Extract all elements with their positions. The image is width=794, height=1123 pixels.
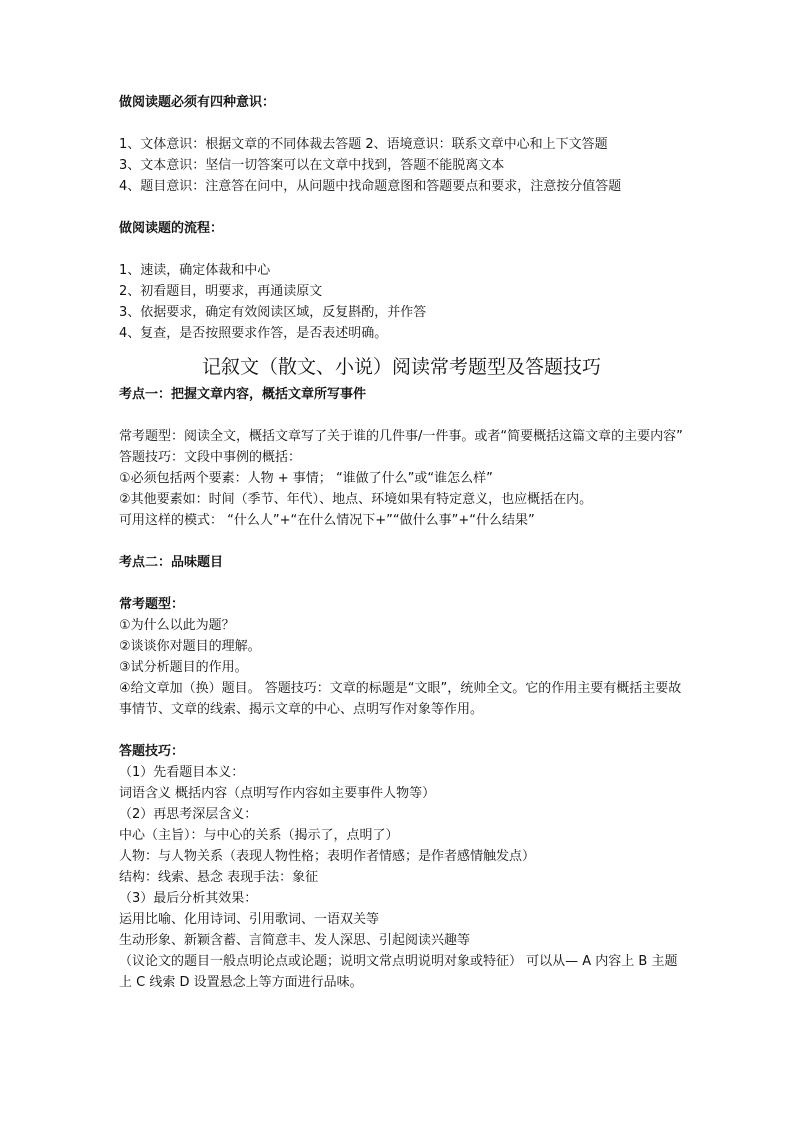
list-item: 4、复查，是否按照要求作答，是否表述明确。 [119,326,388,341]
list-item: （1）先看题目本义： [119,765,245,780]
question-types-heading: 常考题型： [119,597,185,612]
list-item: 4、题目意识：注意答在问中，从问题中找命题意图和答题要点和要求，注意按分值答题 [119,179,622,194]
page-title: 记叙文（散文、小说）阅读常考题型及答题技巧 [201,356,601,378]
list-item: 可用这样的模式： “什么人”+“在什么情况下+”“做什么事”+“什么结果” [119,513,535,528]
list-item: 1、文体意识：根据文章的不同体裁去答题 2、语境意识：联系文章中心和上下文答题 [119,137,608,152]
list-item: 3、文本意识：坚信一切答案可以在文章中找到，答题不能脱离文本 [119,158,505,173]
point2-heading: 考点二：品味题目 [119,555,224,570]
spacer [119,113,684,134]
list-item: 1、速读，确定体裁和中心 [119,263,271,278]
list-item: 中心（主旨）：与中心的关系（揭示了，点明了） [119,828,399,843]
list-item: ①为什么以此为题？ [119,618,235,633]
spacer [119,239,684,260]
list-item: 结构：线索、悬念 表现手法：象征 [119,870,319,885]
spacer [119,531,684,552]
spacer [119,573,684,594]
spacer [119,720,684,741]
list-item: （2）再思考深层含义： [119,807,258,822]
list-item: 3、依据要求，确定有效阅读区域，反复斟酌，并作答 [119,305,427,320]
section-heading-four-awareness: 做阅读题必须有四种意识： [119,95,276,110]
answer-tips-heading: 答题技巧： [119,744,185,759]
list-item: 生动形象、新颖含蓄、言简意丰、发人深思、引起阅读兴趣等 [119,933,471,948]
type4-paragraph: ④给文章加（换）题目。 答题技巧：文章的标题是“文眼”，统帅全文。它的作用主要有概括主要故事情节、文章的线索、揭示文章的中心、点明写作对象等作用。 [119,681,682,717]
list-item: （3）最后分析其效果： [119,891,258,906]
document-page [119,92,684,993]
list-item: 2、初看题目，明要求，再通读原文 [119,284,323,299]
final-paragraph: （议论文的题目一般点明论点或论题；说明文常点明说明对象或特征） 可以从— A 内容上 B 主题上 C 线索 D 设置悬念上等方面进行品味。 [119,954,678,990]
list-item: ②其他要素如：时间（季节、年代）、地点、环境如果有特定意义，也应概括在内。 [119,492,593,507]
point1-heading: 考点一：把握文章内容，概括文章所写事件 [119,387,367,402]
list-item: ①必须包括两个要素：人物 + 事情； “谁做了什么”或“谁怎么样” [119,471,493,486]
list-item: 词语含义 概括内容（点明写作内容如主要事件人物等） [119,786,436,801]
list-item: ③试分析题目的作用。 [119,660,248,675]
point1-paragraph: 常考题型：阅读全文，概括文章写了关于谁的几件事/一件事。或者“简要概括这篇文章的主要内容” 答题技巧：文段中事例的概括： [119,429,683,465]
list-item: ②谈谈你对题目的理解。 [119,639,261,654]
spacer [119,197,684,218]
spacer [119,405,684,426]
section-heading-process: 做阅读题的流程： [119,221,224,236]
list-item: 人物：与人物关系（表现人物性格；表明作者情感；是作者感情触发点） [119,849,536,864]
list-item: 运用比喻、化用诗词、引用歌词、一语双关等 [119,912,380,927]
